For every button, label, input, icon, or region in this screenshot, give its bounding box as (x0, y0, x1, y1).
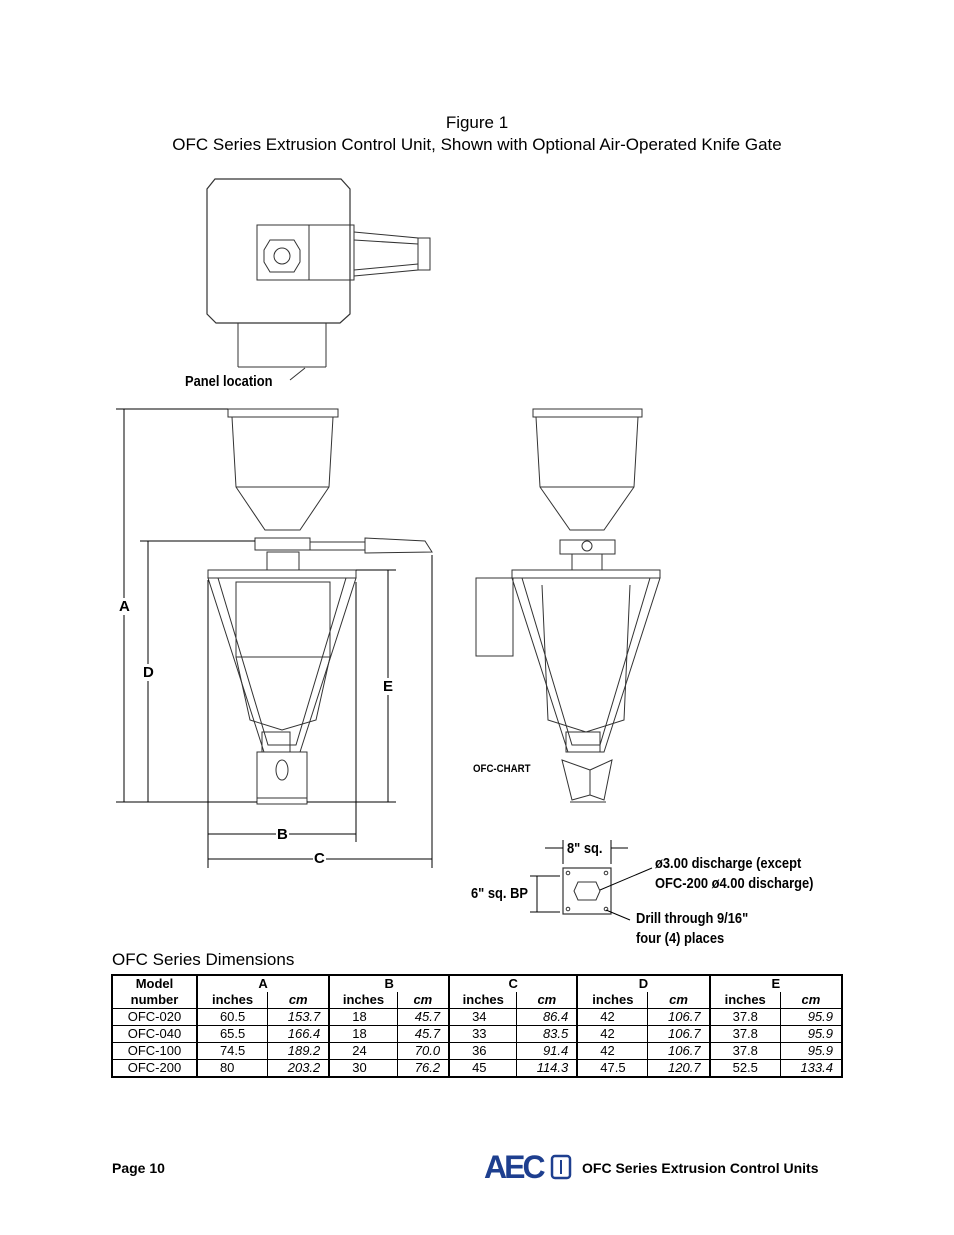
cell-c-cm: 83.5 (517, 1026, 577, 1043)
header-inches: inches (197, 992, 268, 1009)
cell-c-cm: 114.3 (517, 1060, 577, 1078)
cell-b-in: 18 (329, 1026, 397, 1043)
cell-b-cm: 70.0 (397, 1043, 449, 1060)
dim-c-label: C (314, 850, 325, 867)
cell-b-cm: 45.7 (397, 1026, 449, 1043)
header-cm: cm (517, 992, 577, 1009)
cell-c-in: 36 (449, 1043, 517, 1060)
page-number: Page 10 (112, 1160, 165, 1176)
header-group-e: E (710, 975, 842, 992)
cell-model: OFC-100 (112, 1043, 197, 1060)
cell-model: OFC-200 (112, 1060, 197, 1078)
header-cm: cm (397, 992, 449, 1009)
header-group-a: A (197, 975, 329, 992)
cell-b-cm: 45.7 (397, 1009, 449, 1026)
dim-d-label: D (143, 664, 154, 681)
cell-a-in: 74.5 (197, 1043, 268, 1060)
cell-c-cm: 86.4 (517, 1009, 577, 1026)
aec-logo (482, 1150, 577, 1184)
dim-b-label: B (277, 826, 288, 843)
cell-e-cm: 95.9 (780, 1026, 842, 1043)
cell-d-in: 42 (577, 1009, 648, 1026)
cell-a-in: 80 (197, 1060, 268, 1078)
footer-doc-title: OFC Series Extrusion Control Units (582, 1160, 819, 1176)
cell-c-in: 33 (449, 1026, 517, 1043)
figure-caption: OFC Series Extrusion Control Unit, Shown with Optional Air-Operated Knife Gate (172, 135, 782, 154)
cell-d-cm: 120.7 (648, 1060, 710, 1078)
discharge-label-2: OFC-200 ø4.00 discharge) (655, 875, 814, 892)
cell-c-in: 45 (449, 1060, 517, 1078)
cell-e-in: 52.5 (710, 1060, 781, 1078)
discharge-label-1: ø3.00 discharge (except (655, 855, 802, 872)
cell-a-in: 60.5 (197, 1009, 268, 1026)
cell-b-cm: 76.2 (397, 1060, 449, 1078)
table-title: OFC Series Dimensions (112, 950, 295, 969)
aec-logo-text: AEC (484, 1150, 543, 1184)
cell-model: OFC-040 (112, 1026, 197, 1043)
cell-b-in: 24 (329, 1043, 397, 1060)
cell-e-cm: 95.9 (780, 1043, 842, 1060)
cell-c-in: 34 (449, 1009, 517, 1026)
drill-label-1: Drill through 9/16" (636, 910, 749, 927)
header-inches: inches (577, 992, 648, 1009)
header-model-1: Model (112, 975, 197, 992)
header-inches: inches (710, 992, 781, 1009)
cell-b-in: 30 (329, 1060, 397, 1078)
cell-d-cm: 106.7 (648, 1043, 710, 1060)
cell-a-cm: 203.2 (268, 1060, 330, 1078)
chart-tag: OFC-CHART (473, 763, 531, 775)
cell-a-cm: 189.2 (268, 1043, 330, 1060)
cell-a-in: 65.5 (197, 1026, 268, 1043)
cell-d-in: 42 (577, 1043, 648, 1060)
cell-e-in: 37.8 (710, 1026, 781, 1043)
cell-d-in: 47.5 (577, 1060, 648, 1078)
table-row (112, 1043, 842, 1060)
table-row (112, 1009, 842, 1026)
front-view (208, 409, 432, 804)
cell-d-cm: 106.7 (648, 1026, 710, 1043)
header-cm: cm (780, 992, 842, 1009)
table-row (112, 1060, 842, 1078)
dim-a-label: A (119, 598, 130, 615)
cell-e-cm: 95.9 (780, 1009, 842, 1026)
cell-d-in: 42 (577, 1026, 648, 1043)
top-view (207, 179, 430, 380)
cell-c-cm: 91.4 (517, 1043, 577, 1060)
cell-e-in: 37.8 (710, 1009, 781, 1026)
cell-model: OFC-020 (112, 1009, 197, 1026)
dim-e-label: E (383, 678, 394, 695)
cell-d-cm: 106.7 (648, 1009, 710, 1026)
header-group-d: D (577, 975, 709, 992)
header-inches: inches (329, 992, 397, 1009)
header-inches: inches (449, 992, 517, 1009)
sq-6-bp-label: 6" sq. BP (471, 885, 529, 902)
header-model-2: number (112, 992, 197, 1009)
table-row (112, 1026, 842, 1043)
cell-e-in: 37.8 (710, 1043, 781, 1060)
dimensions-table (111, 974, 843, 1078)
cell-a-cm: 166.4 (268, 1026, 330, 1043)
cell-a-cm: 153.7 (268, 1009, 330, 1026)
figure-number: Figure 1 (445, 113, 509, 132)
cell-b-in: 18 (329, 1009, 397, 1026)
cell-e-cm: 133.4 (780, 1060, 842, 1078)
drill-label-2: four (4) places (636, 930, 725, 947)
header-cm: cm (268, 992, 330, 1009)
header-group-c: C (449, 975, 577, 992)
side-view (476, 409, 660, 802)
header-cm: cm (648, 992, 710, 1009)
panel-location-label: Panel location (185, 373, 273, 390)
dimension-lines (116, 409, 432, 868)
sq-8-label: 8" sq. (567, 840, 603, 857)
header-group-b: B (329, 975, 449, 992)
